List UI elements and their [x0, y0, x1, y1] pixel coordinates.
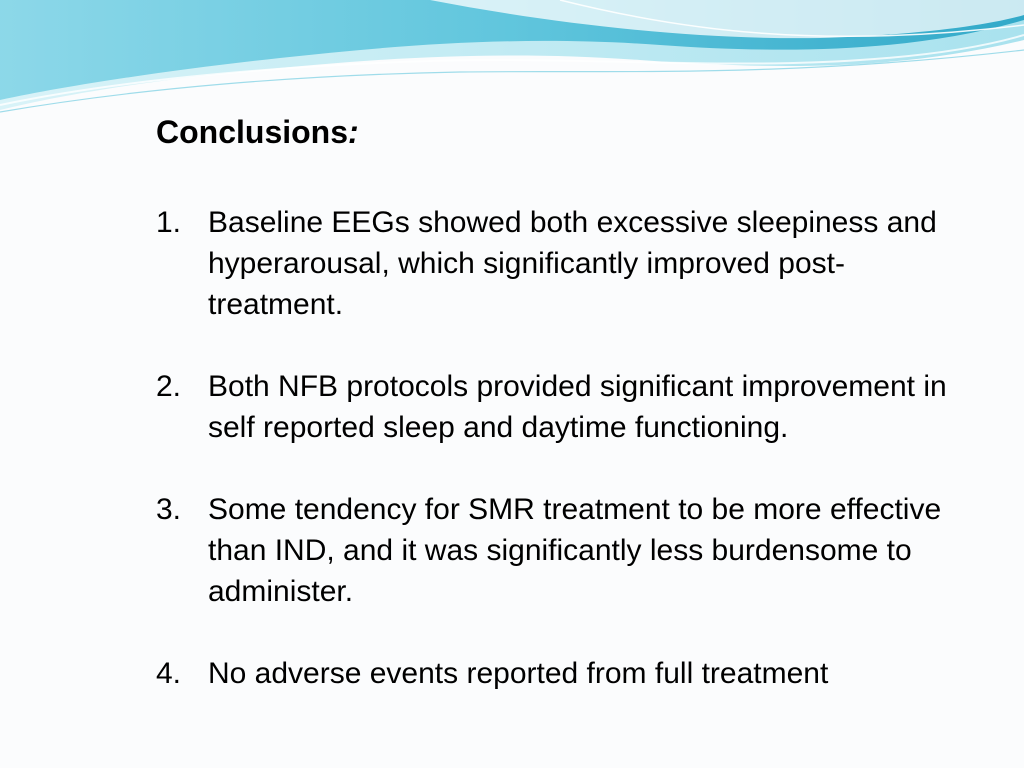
heading-colon: :: [348, 114, 359, 150]
list-item-number: 1.: [156, 206, 182, 239]
list-item-text: Some tendency for SMR treatment to be more effective than IND, and it was significantly less burdensome to administer.: [208, 493, 942, 608]
list-item: [156, 653, 976, 694]
list-item: [156, 366, 976, 448]
list-item-text: Baseline EEGs showed both excessive sleepiness and hyperarousal, which significantly improved post-treatment.: [208, 206, 937, 321]
list-item: [156, 202, 976, 325]
heading-text: Conclusions: [156, 114, 349, 150]
list-item: [156, 489, 976, 612]
header-wave-decoration: [0, 0, 1024, 120]
conclusions-list: [156, 202, 976, 694]
slide-content: [156, 110, 976, 694]
list-item-number: 4.: [156, 657, 182, 690]
slide-heading: [156, 110, 976, 154]
list-item-text: Both NFB protocols provided significant improvement in self reported sleep and daytime functioning.: [208, 370, 947, 444]
list-item-text: No adverse events reported from full treatment: [208, 657, 829, 690]
list-item-number: 2.: [156, 370, 182, 403]
list-item-number: 3.: [156, 493, 182, 526]
